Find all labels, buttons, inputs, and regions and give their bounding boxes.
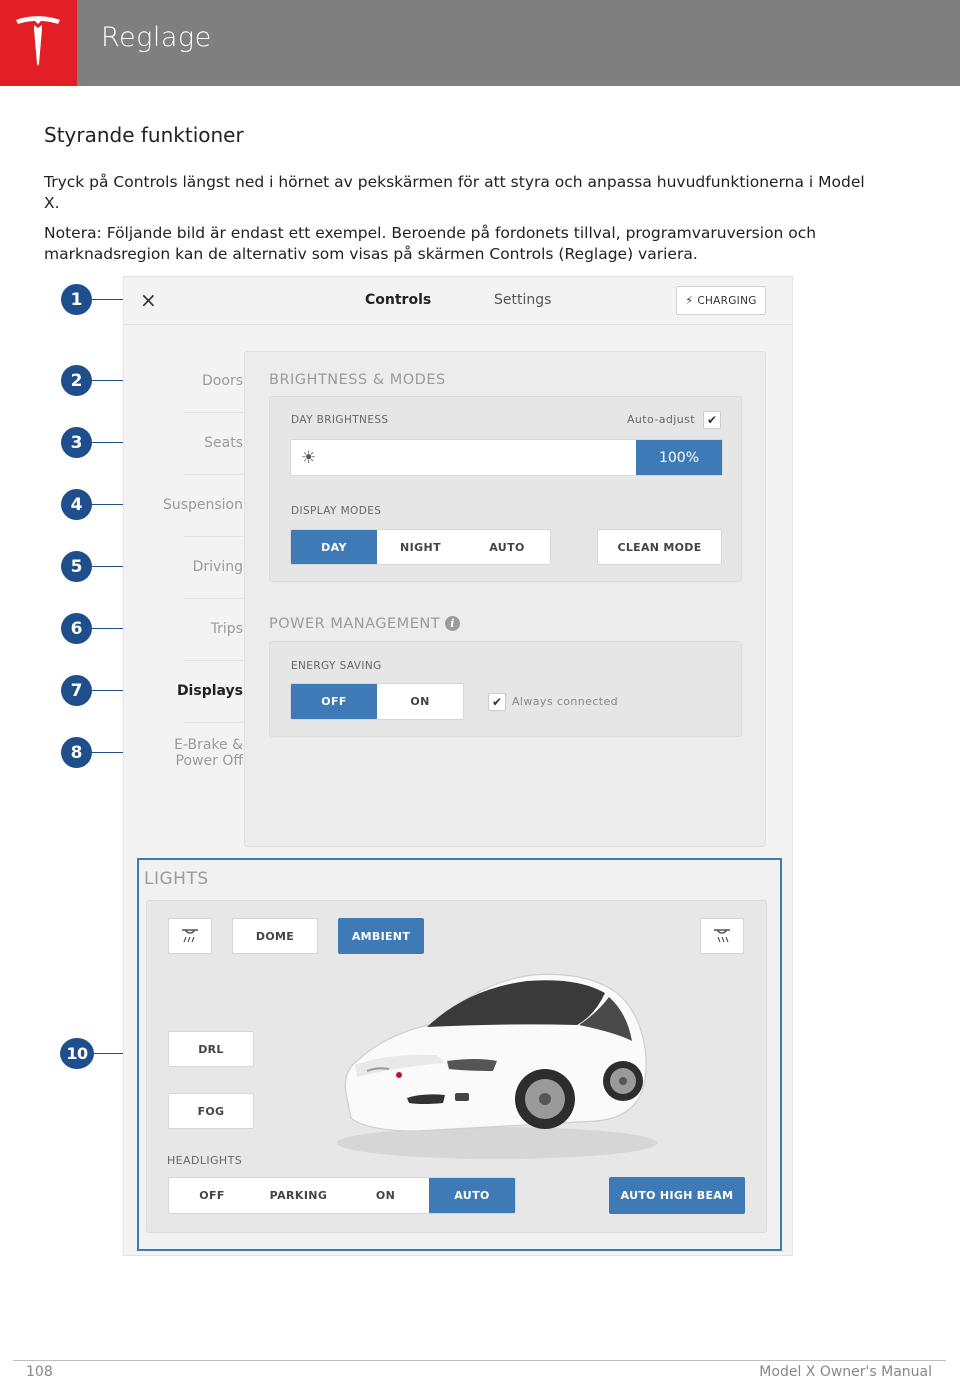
mode-night-button[interactable]: NIGHT [399, 540, 442, 554]
page-number: 108 [26, 1364, 53, 1380]
sidebar-divider [184, 536, 243, 537]
check-icon: ✔ [706, 413, 718, 427]
controls-screenshot [123, 276, 793, 1256]
headlights-parking-button[interactable]: PARKING [269, 1189, 328, 1202]
front-light-button[interactable] [168, 918, 212, 954]
sidebar-divider [184, 474, 243, 475]
section-title: Styrande funktioner [44, 123, 244, 147]
callout-4: 4 [61, 489, 92, 520]
mode-auto-button[interactable]: AUTO [489, 540, 525, 554]
callout-6: 6 [61, 613, 92, 644]
callout-2: 2 [61, 365, 92, 396]
close-icon[interactable]: × [140, 288, 157, 312]
sidebar-divider [184, 412, 243, 413]
note-paragraph: Notera: Följande bild är endast ett exempel. Beroende på fordonets tillval, programvaruversion och marknadsregion kan de alternativ som visas på skärmen Controls (Reglage) variera. [44, 224, 817, 263]
sidebar-item-displays[interactable]: Displays [176, 683, 243, 699]
drl-button[interactable]: DRL [168, 1031, 254, 1067]
ambient-button[interactable]: AMBIENT [338, 918, 424, 954]
charging-button[interactable] [676, 286, 766, 315]
tab-controls[interactable]: Controls [365, 292, 432, 308]
headlights-auto-button[interactable]: AUTO [429, 1178, 515, 1213]
sidebar-item-ebrake-line1: E-Brake & [174, 737, 243, 753]
power-management-label: POWER MANAGEMENT [269, 616, 441, 632]
sidebar-divider [184, 660, 243, 661]
page-header [0, 0, 960, 86]
sidebar-item-ebrake[interactable] [144, 737, 243, 769]
sidebar-item-driving[interactable]: Driving [192, 559, 243, 575]
energy-on-button[interactable]: ON [410, 695, 430, 708]
always-connected-checkbox[interactable] [488, 693, 506, 711]
sidebar-item-doors[interactable]: Doors [202, 373, 243, 389]
lights-panel [146, 900, 767, 1233]
callout-1: 1 [61, 284, 92, 315]
mode-day-button[interactable]: DAY [291, 530, 377, 564]
headlights-on-button[interactable]: ON [375, 1189, 396, 1202]
brightness-modes-title: BRIGHTNESS & MODES [269, 372, 446, 388]
lights-section [137, 858, 782, 1251]
auto-adjust-checkbox[interactable] [703, 411, 721, 429]
lights-title: LIGHTS [144, 869, 209, 889]
displays-panel [244, 351, 766, 847]
headlights-label: HEADLIGHTS [167, 1154, 243, 1167]
intro-paragraph: Tryck på Controls längst ned i hörnet av pekskärmen för att styra och anpassa huvudfunktionerna i Model X. [44, 173, 865, 212]
sidebar-item-trips[interactable]: Trips [210, 621, 243, 637]
rear-light-button[interactable] [700, 918, 744, 954]
headlight-left-icon [179, 928, 201, 944]
day-brightness-slider[interactable] [290, 439, 723, 476]
energy-saving-selector [290, 683, 464, 720]
fog-button[interactable]: FOG [168, 1093, 254, 1129]
footer-divider [13, 1360, 946, 1361]
charging-label: CHARGING [697, 294, 757, 307]
callout-8: 8 [61, 737, 92, 768]
headlights-selector [168, 1177, 516, 1214]
clean-mode-button[interactable]: CLEAN MODE [597, 529, 722, 565]
callout-10: 10 [60, 1038, 94, 1069]
tab-settings[interactable]: Settings [494, 292, 552, 308]
power-card [269, 641, 742, 737]
plug-icon: ⚡ [685, 294, 694, 307]
controls-topbar [124, 277, 793, 325]
callout-5: 5 [61, 551, 92, 582]
energy-off-button[interactable]: OFF [291, 684, 377, 719]
tesla-logo [0, 0, 77, 86]
day-brightness-label: DAY BRIGHTNESS [291, 414, 389, 426]
tesla-logo-icon [12, 14, 64, 70]
page-title: Reglage [101, 22, 212, 53]
sidebar-item-ebrake-line2: Power Off [175, 753, 243, 769]
sidebar-item-suspension[interactable]: Suspension [162, 497, 243, 513]
always-connected-label: Always connected [512, 695, 619, 708]
callout-3: 3 [61, 427, 92, 458]
headlight-right-icon [711, 928, 733, 944]
dome-button[interactable]: DOME [232, 918, 318, 954]
brightness-value-text: 100% [658, 449, 700, 466]
auto-adjust-label: Auto-adjust [627, 413, 695, 426]
sidebar-divider [184, 598, 243, 599]
power-management-title [269, 616, 460, 632]
sidebar-divider [184, 722, 243, 723]
info-icon[interactable]: i [445, 616, 460, 631]
energy-saving-label: ENERGY SAVING [291, 660, 382, 672]
headlights-off-button[interactable]: OFF [199, 1189, 225, 1202]
car-illustration [327, 953, 667, 1163]
display-modes-label: DISPLAY MODES [291, 505, 382, 517]
callout-7: 7 [61, 675, 92, 706]
auto-high-beam-button[interactable]: AUTO HIGH BEAM [609, 1177, 745, 1214]
brightness-card [269, 396, 742, 582]
sun-icon: ☀ [301, 448, 317, 468]
brightness-value [636, 440, 722, 475]
display-modes-selector [290, 529, 551, 565]
manual-title: Model X Owner's Manual [759, 1364, 932, 1380]
check-icon: ✔ [491, 695, 503, 709]
sidebar-item-seats[interactable]: Seats [204, 435, 243, 451]
